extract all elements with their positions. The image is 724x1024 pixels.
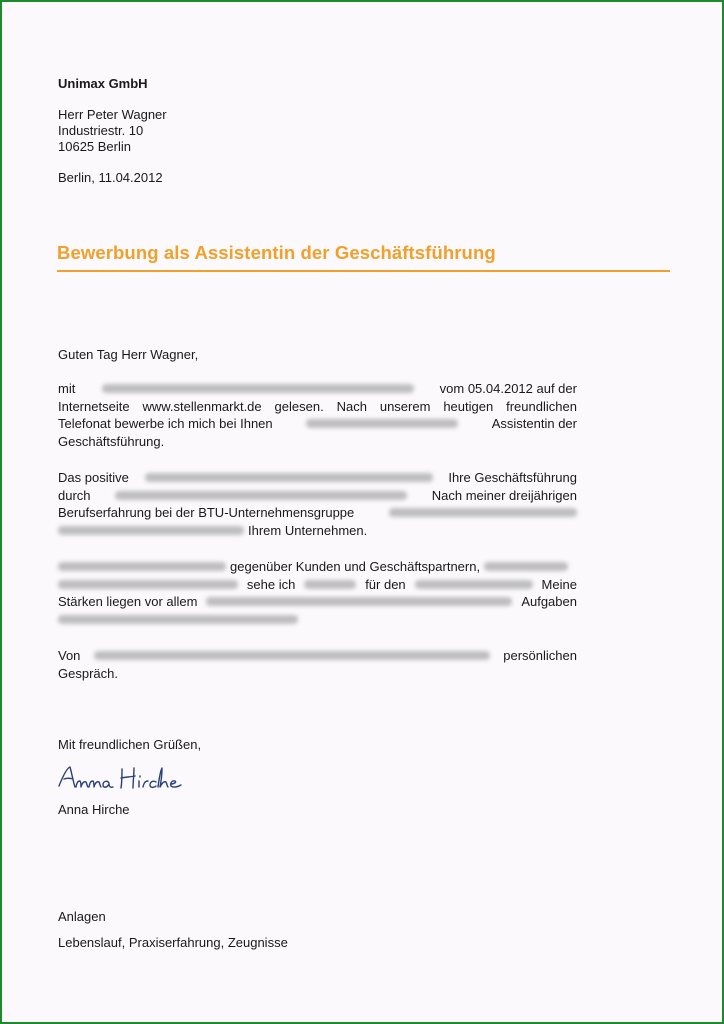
text: gegenüber Kunden und Geschäftspartnern, [230, 559, 481, 574]
text: Stärken liegen vor allem [58, 594, 198, 609]
paragraph-4-line [58, 647, 577, 665]
paragraph-1-line [58, 415, 577, 433]
paragraph-1 [58, 380, 577, 450]
paragraph-2-line [58, 469, 577, 487]
text: Meine [541, 576, 577, 592]
paragraph-4-line [58, 665, 577, 683]
text: Assistentin der [491, 416, 577, 431]
text: Internetseite [58, 398, 130, 414]
text: vom 05.04.2012 auf der [439, 381, 577, 396]
text: sehe ich [246, 576, 296, 592]
text: Berufserfahrung bei der BTU-Unternehmensgruppe [58, 505, 355, 520]
redacted-text [102, 384, 414, 393]
paragraph-3 [58, 558, 577, 628]
redacted-text [415, 580, 533, 589]
text: durch [58, 487, 91, 503]
text: Geschäftsführung. [58, 433, 165, 449]
redacted-text [145, 473, 433, 482]
paragraph-3-line [58, 576, 577, 594]
paragraph-2-line [58, 504, 577, 522]
closing: Mit freundlichen Grüßen, [58, 737, 202, 752]
paragraph-2-line [58, 522, 577, 540]
recipient-name: Herr Peter Wagner [58, 107, 167, 122]
subject-heading: Bewerbung als Assistentin der Geschäftsführung [57, 242, 496, 263]
text: gelesen. [274, 398, 324, 414]
paragraph-1-line [58, 398, 577, 416]
paragraph-2 [58, 469, 577, 539]
redacted-text [58, 526, 244, 535]
text: Nach meiner dreijährigen [431, 487, 577, 503]
recipient-address [58, 106, 167, 154]
text: heutigen [443, 398, 494, 414]
text: Gespräch. [58, 665, 118, 681]
enclosures-label: Anlagen [58, 909, 106, 924]
text: unserem [379, 398, 431, 414]
text: Ihre Geschäftsführung [448, 470, 577, 485]
salutation: Guten Tag Herr Wagner, [58, 347, 199, 362]
text: Aufgaben [521, 594, 577, 609]
handwritten-signature [56, 762, 186, 796]
paragraph-4 [58, 647, 577, 682]
place-date: Berlin, 11.04.2012 [58, 170, 163, 185]
subject-rule [57, 270, 670, 272]
redacted-text [58, 562, 226, 571]
paragraph-3-line [58, 558, 577, 576]
paragraph-1-line [58, 433, 577, 451]
redacted-text [306, 419, 458, 428]
enclosures-list: Lebenslauf, Praxiserfahrung, Zeugnisse [58, 935, 288, 950]
redacted-text [206, 597, 512, 606]
text: www.stellenmarkt.de [142, 398, 262, 414]
recipient-street: Industriestr. 10 [58, 123, 144, 138]
redacted-text [94, 651, 490, 660]
text: für den [365, 576, 406, 592]
redacted-text [115, 491, 407, 500]
text: mit [58, 381, 76, 396]
signer-name: Anna Hirche [58, 802, 130, 817]
text: Ihrem Unternehmen. [248, 522, 368, 538]
redacted-text [484, 562, 568, 571]
text: Von [58, 648, 81, 663]
redacted-text [58, 580, 238, 589]
text: Telefonat bewerbe ich mich bei Ihnen [58, 416, 273, 431]
redacted-text [304, 580, 356, 589]
recipient-city: 10625 Berlin [58, 139, 131, 154]
text: Nach [336, 398, 367, 414]
sender-company: Unimax GmbH [58, 76, 148, 91]
redacted-text [58, 615, 298, 624]
text: freundlichen [506, 398, 577, 414]
redacted-text [389, 508, 577, 517]
text: persönlichen [503, 648, 577, 663]
paragraph-1-line [58, 380, 577, 398]
paragraph-2-line [58, 487, 577, 505]
paragraph-3-line [58, 593, 577, 611]
text: Das positive [58, 470, 129, 485]
paragraph-3-line [58, 611, 577, 629]
